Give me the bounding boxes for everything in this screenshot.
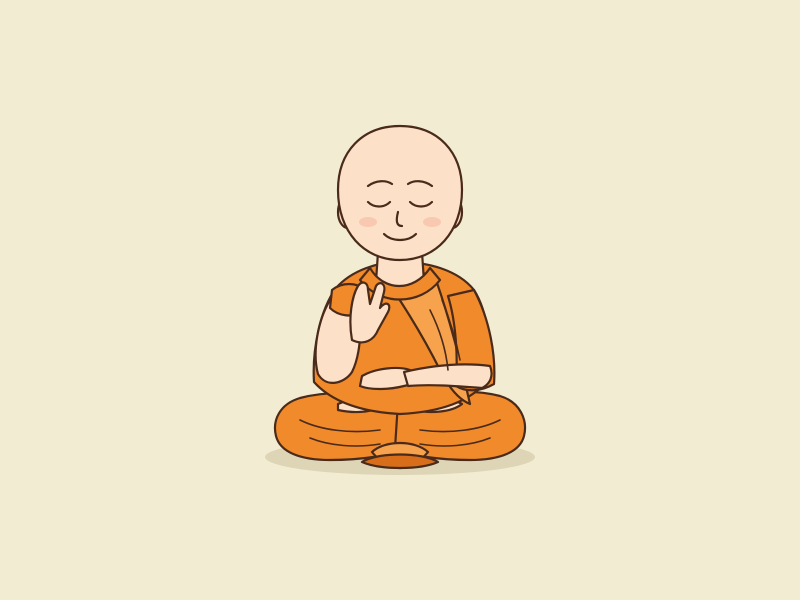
right-cheek-blush <box>423 217 441 227</box>
front-robe-fold <box>362 455 438 469</box>
left-cheek-blush <box>359 217 377 227</box>
